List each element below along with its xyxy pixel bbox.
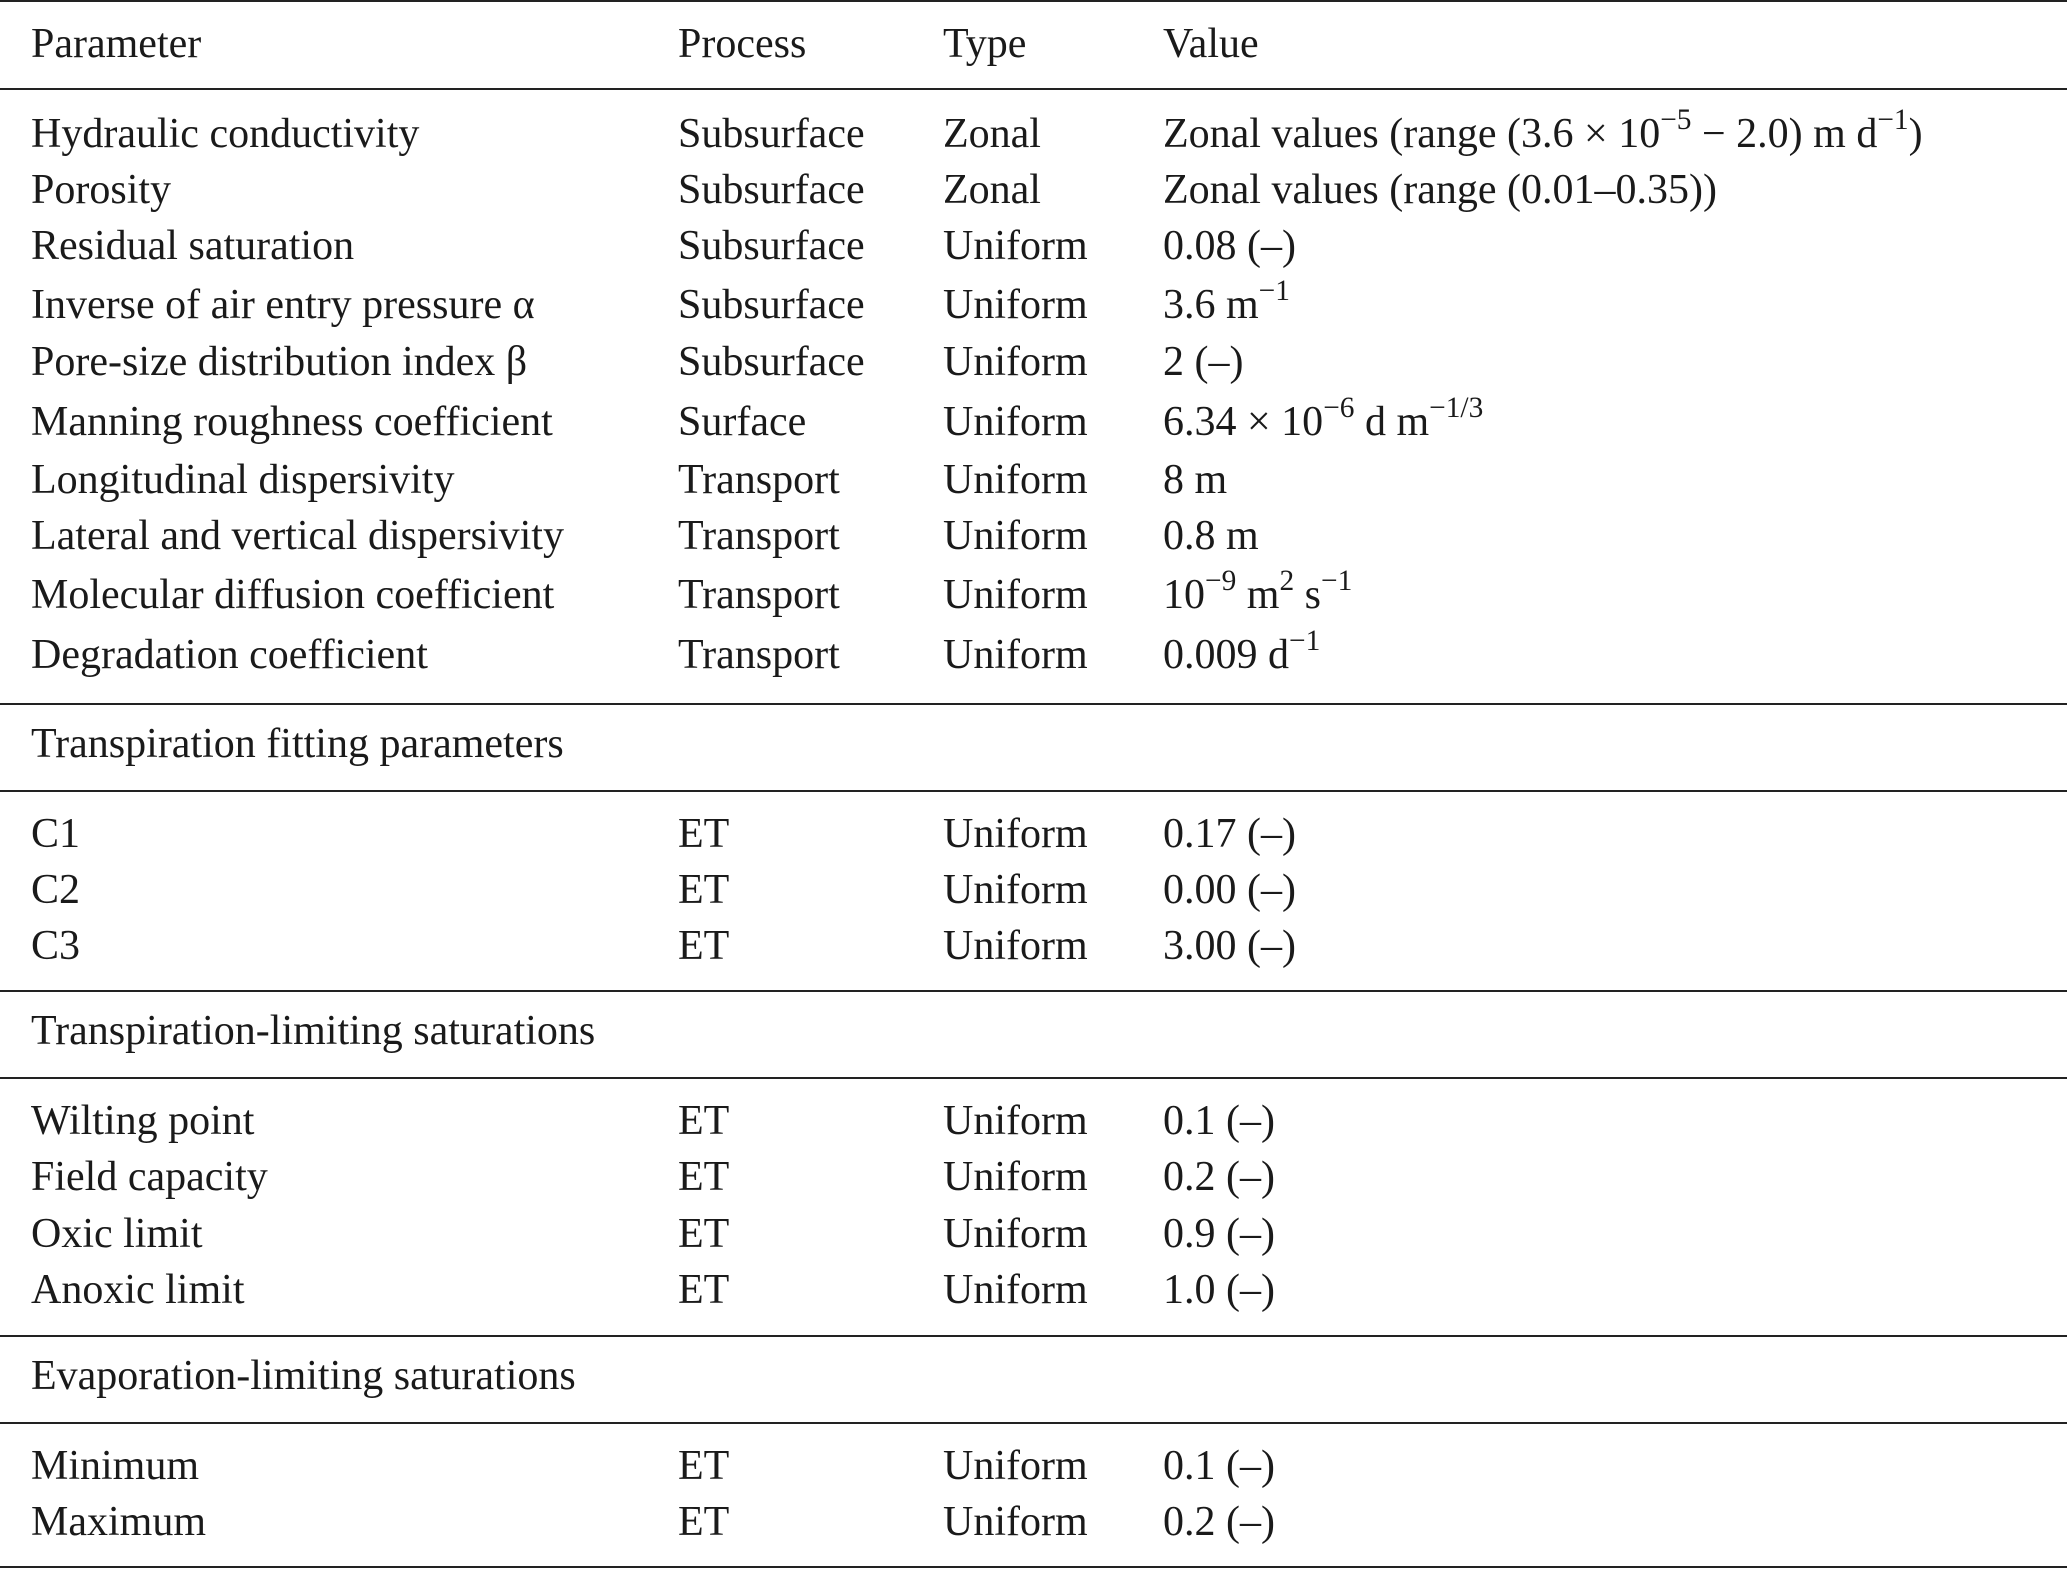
process-cell: ET xyxy=(678,1211,730,1257)
table-row xyxy=(0,1093,2067,1149)
table-row xyxy=(0,274,2067,333)
type-cell: Uniform xyxy=(943,1443,1088,1489)
process-cell: Surface xyxy=(678,399,807,445)
value-cell: 3.6 $m^{-1}$ xyxy=(1163,274,1290,328)
table-row xyxy=(0,508,2067,564)
process-cell: ET xyxy=(678,1499,730,1545)
section-rule xyxy=(0,1422,2067,1424)
type-cell: Uniform xyxy=(943,1499,1088,1545)
parameter-cell: Porosity xyxy=(31,167,172,213)
process-cell: ET xyxy=(678,1267,730,1313)
process-cell: Subsurface xyxy=(678,111,865,157)
value-cell: 0.1 (–) xyxy=(1163,1443,1275,1489)
value-cell: 1.0 (–) xyxy=(1163,1267,1275,1313)
process-cell: Transport xyxy=(678,572,840,618)
section-rule xyxy=(0,790,2067,792)
parameter-cell: Field capacity xyxy=(31,1154,268,1200)
process-cell: ET xyxy=(678,811,730,857)
section-heading: Transpiration fitting parameters xyxy=(31,721,564,767)
header-rule xyxy=(0,88,2067,90)
value-cell: 0.8 m xyxy=(1163,513,1259,559)
process-cell: ET xyxy=(678,1443,730,1489)
table-row xyxy=(0,1262,2067,1318)
process-cell: ET xyxy=(678,867,730,913)
type-cell: Uniform xyxy=(943,399,1088,445)
table-row xyxy=(0,452,2067,508)
section-heading: Transpiration-limiting saturations xyxy=(31,1008,596,1054)
type-cell: Uniform xyxy=(943,457,1088,503)
parameter-cell: Manning roughness coefficient xyxy=(31,399,553,445)
parameter-cell: Longitudinal dispersivity xyxy=(31,457,455,503)
header-process: Process xyxy=(678,21,807,67)
type-cell: Uniform xyxy=(943,1098,1088,1144)
value-cell: 0.2 (–) xyxy=(1163,1499,1275,1545)
type-cell: Zonal xyxy=(943,111,1041,157)
type-cell: Uniform xyxy=(943,282,1088,328)
type-cell: Uniform xyxy=(943,1154,1088,1200)
process-cell: Transport xyxy=(678,457,840,503)
value-cell: $6.34 \times 10^{-6}$ d $m^{-1/3}$ xyxy=(1163,391,1484,445)
parameter-cell: Lateral and vertical dispersivity xyxy=(31,513,564,559)
value-cell: 0.08 (–) xyxy=(1163,223,1296,269)
value-cell: Zonal values (range (0.01–0.35)) xyxy=(1163,167,1717,213)
table-row xyxy=(0,103,2067,162)
table-row xyxy=(0,334,2067,390)
process-cell: Subsurface xyxy=(678,282,865,328)
parameter-cell: Oxic limit xyxy=(31,1211,203,1257)
type-cell: Zonal xyxy=(943,167,1041,213)
type-cell: Uniform xyxy=(943,1211,1088,1257)
group-rule xyxy=(0,1335,2067,1337)
process-cell: Subsurface xyxy=(678,339,865,385)
table-top-rule xyxy=(0,0,2067,2)
value-cell: 0.9 (–) xyxy=(1163,1211,1275,1257)
table-row xyxy=(0,564,2067,623)
type-cell: Uniform xyxy=(943,923,1088,969)
table-row xyxy=(0,391,2067,450)
header-type: Type xyxy=(943,21,1027,67)
group-rule xyxy=(0,990,2067,992)
value-cell: 8 m xyxy=(1163,457,1228,503)
process-cell: Subsurface xyxy=(678,223,865,269)
section-rule xyxy=(0,1077,2067,1079)
parameter-cell: C2 xyxy=(31,867,81,913)
value-cell: 3.00 (–) xyxy=(1163,923,1296,969)
header-value: Value xyxy=(1163,21,1259,67)
value-cell: 0.1 (–) xyxy=(1163,1098,1275,1144)
parameter-cell: C1 xyxy=(31,811,81,857)
value-cell: $10^{-9}$ $m^2$ $s^{-1}$ xyxy=(1163,564,1353,618)
table-row xyxy=(0,1206,2067,1262)
type-cell: Uniform xyxy=(943,811,1088,857)
parameter-cell: Maximum xyxy=(31,1499,206,1545)
table-row xyxy=(0,806,2067,862)
table-row xyxy=(0,1494,2067,1550)
value-cell: 2 (–) xyxy=(1163,339,1244,385)
parameter-cell: Inverse of air entry pressure α xyxy=(31,282,535,328)
value-cell: 0.009 $d^{-1}$ xyxy=(1163,624,1321,678)
parameter-cell: Anoxic limit xyxy=(31,1267,245,1313)
table-bottom-rule xyxy=(0,1566,2067,1568)
process-cell: ET xyxy=(678,923,730,969)
type-cell: Uniform xyxy=(943,513,1088,559)
table-row xyxy=(0,162,2067,218)
parameter-cell: Wilting point xyxy=(31,1098,255,1144)
parameter-cell: Residual saturation xyxy=(31,223,355,269)
table-row xyxy=(0,624,2067,683)
type-cell: Uniform xyxy=(943,572,1088,618)
table-row xyxy=(0,1438,2067,1494)
process-cell: Subsurface xyxy=(678,167,865,213)
value-cell: Zonal values (range $(3.6 \times 10^{-5} - 2.0)$ m $d^{-1}$) xyxy=(1163,103,1923,157)
parameter-cell: C3 xyxy=(31,923,81,969)
parameter-cell: Hydraulic conductivity xyxy=(31,111,420,157)
group-rule xyxy=(0,703,2067,705)
value-cell: 0.00 (–) xyxy=(1163,867,1296,913)
table-row xyxy=(0,218,2067,274)
section-heading: Evaporation-limiting saturations xyxy=(31,1353,576,1399)
process-cell: Transport xyxy=(678,632,840,678)
type-cell: Uniform xyxy=(943,632,1088,678)
type-cell: Uniform xyxy=(943,1267,1088,1313)
table-row xyxy=(0,918,2067,974)
type-cell: Uniform xyxy=(943,223,1088,269)
table-row xyxy=(0,1149,2067,1205)
value-cell: 0.2 (–) xyxy=(1163,1154,1275,1200)
table-row xyxy=(0,862,2067,918)
process-cell: ET xyxy=(678,1154,730,1200)
header-parameter: Parameter xyxy=(31,21,202,67)
parameter-cell: Pore-size distribution index β xyxy=(31,339,528,385)
type-cell: Uniform xyxy=(943,867,1088,913)
table-header-row xyxy=(0,16,2067,72)
type-cell: Uniform xyxy=(943,339,1088,385)
parameter-cell: Molecular diffusion coefficient xyxy=(31,572,555,618)
value-cell: 0.17 (–) xyxy=(1163,811,1296,857)
process-cell: Transport xyxy=(678,513,840,559)
process-cell: ET xyxy=(678,1098,730,1144)
parameter-cell: Minimum xyxy=(31,1443,200,1489)
parameter-cell: Degradation coefficient xyxy=(31,632,428,678)
